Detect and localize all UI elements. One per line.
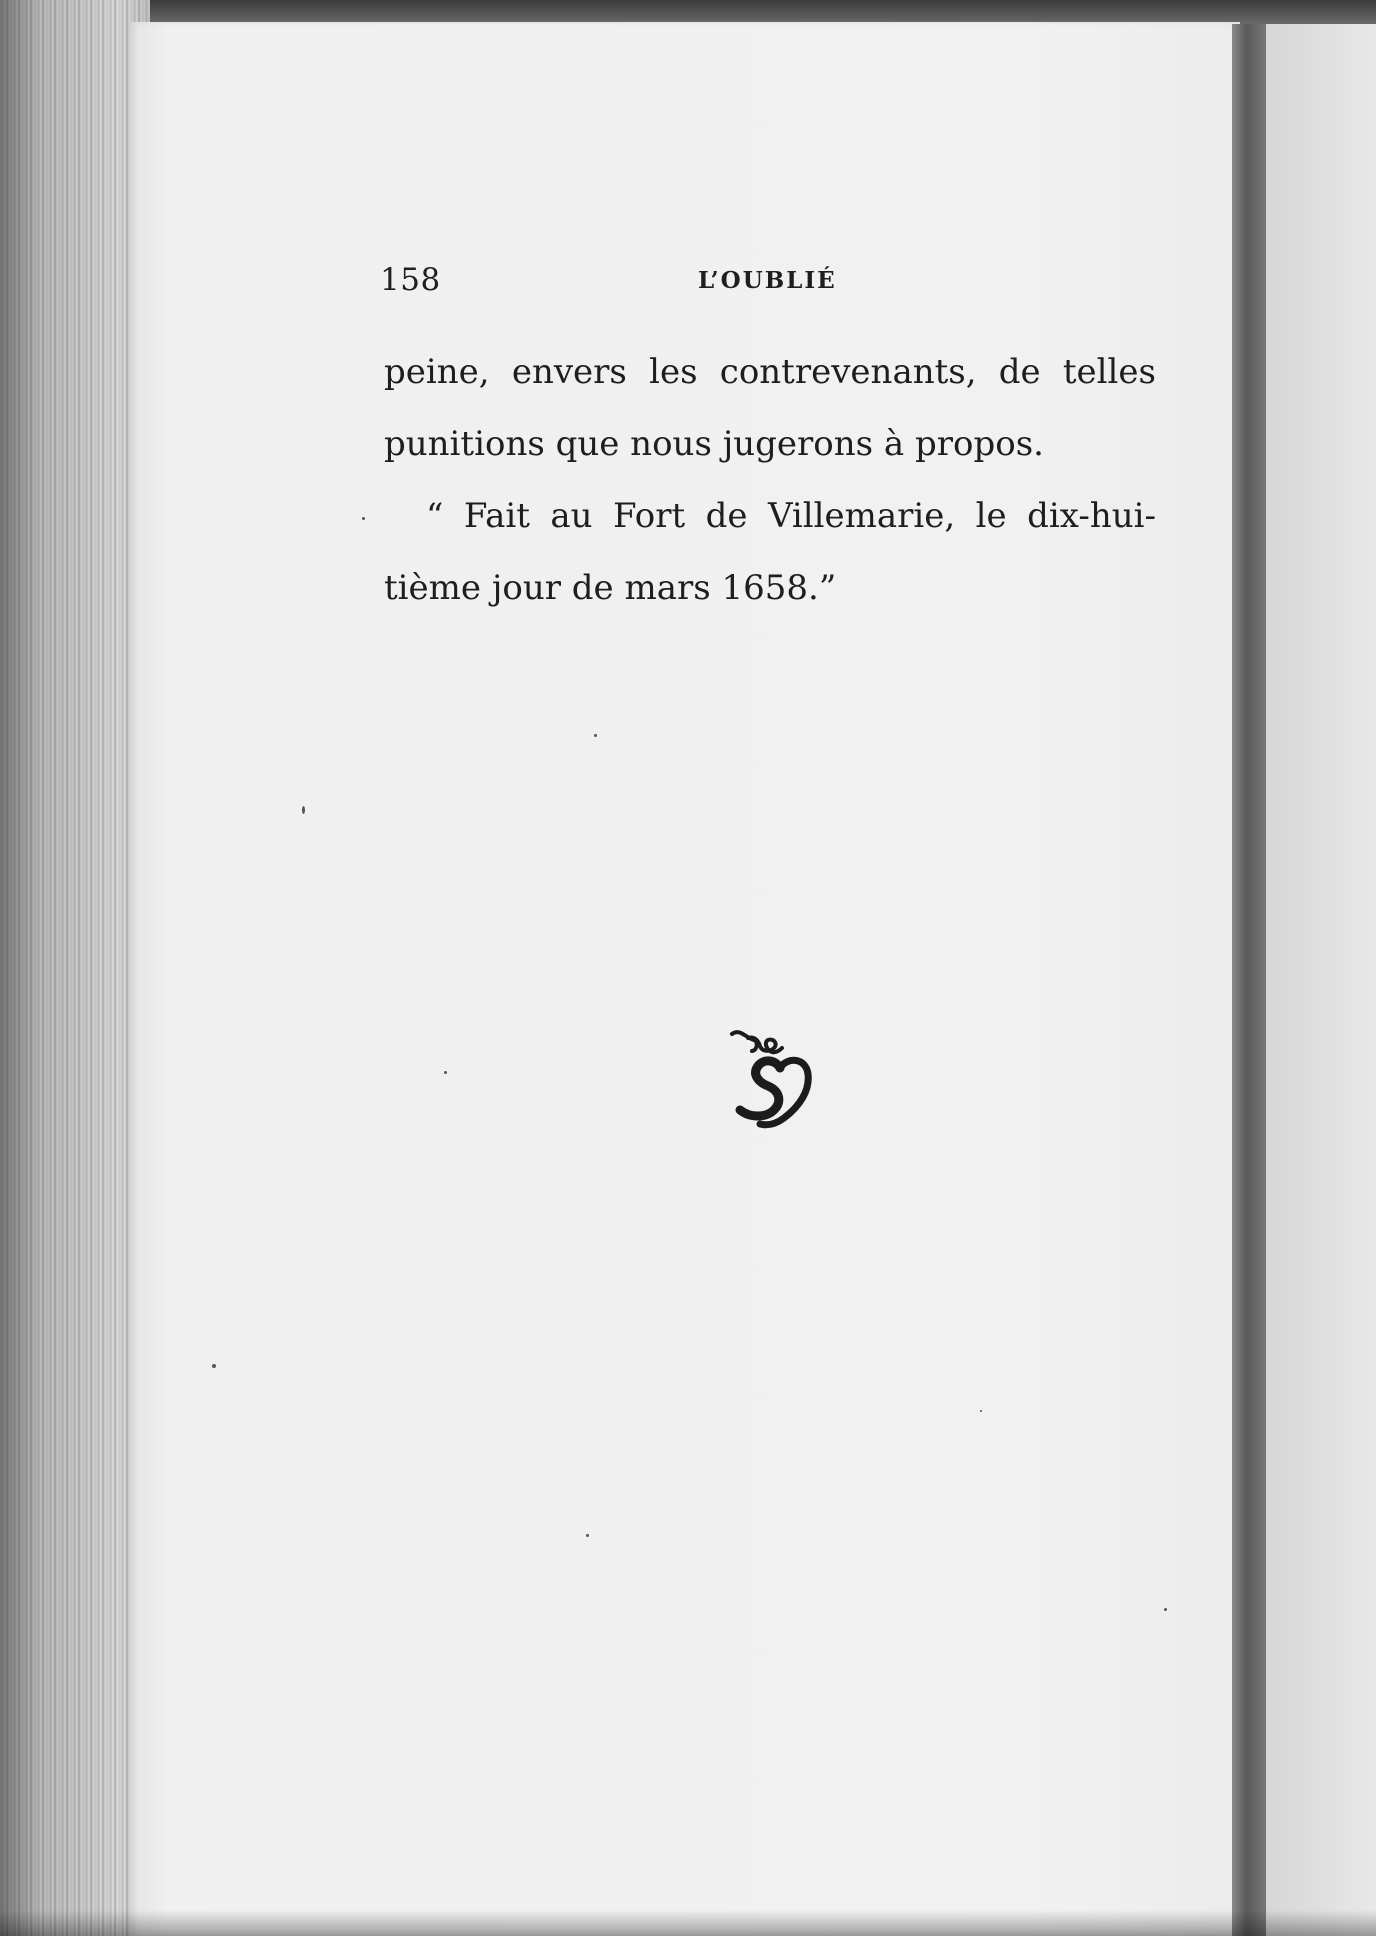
printer-mark-ornament-icon (728, 1024, 818, 1134)
page-number: 158 (380, 262, 441, 298)
next-page-edge (1266, 24, 1376, 1936)
text-line: punitions que nous jugerons à propos. (384, 424, 1044, 464)
scan-bottom-shadow (0, 1910, 1376, 1936)
book-page (130, 22, 1240, 1936)
body-text (384, 336, 1156, 624)
book-page-edges-shade (0, 0, 150, 1936)
text-line: tième jour de mars 1658.” (384, 568, 837, 608)
scan-top-edge (0, 0, 1376, 24)
running-head (380, 262, 1160, 302)
text-line: “ Fait au Fort de Villemarie, le dix-hui- (426, 496, 1156, 536)
running-title: L’OUBLIÉ (698, 267, 837, 294)
text-line: peine, envers les contrevenants, de telles (384, 352, 1156, 392)
book-gutter (1232, 24, 1268, 1936)
